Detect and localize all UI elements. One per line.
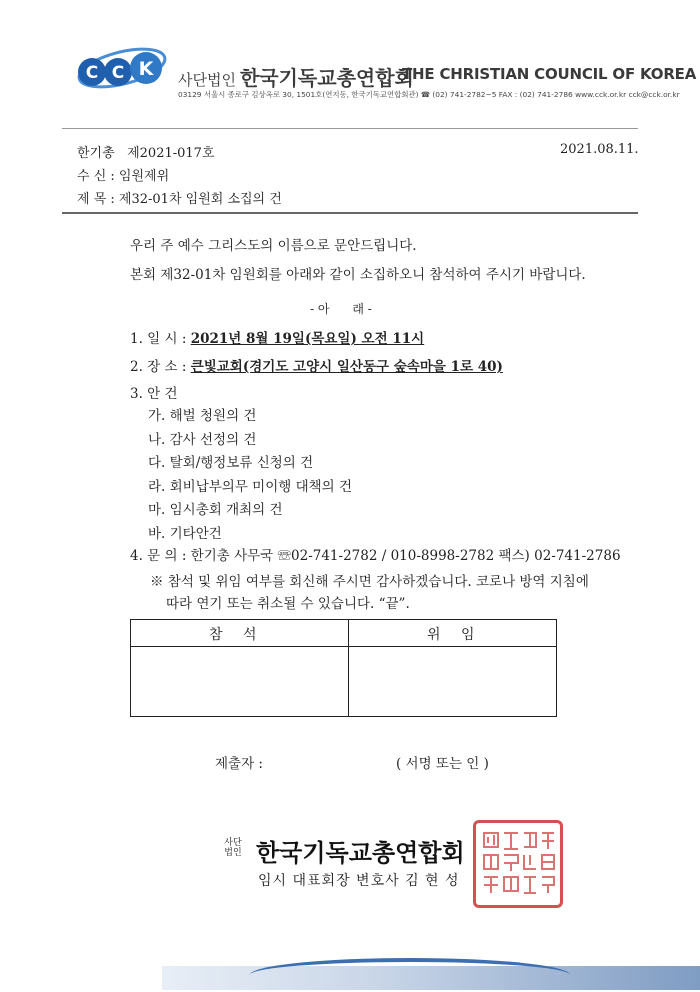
reply-table	[130, 619, 557, 717]
attend-cell[interactable]	[132, 648, 347, 716]
signature-prefix: 사단 법인	[224, 838, 242, 858]
delegate-cell[interactable]	[350, 648, 556, 716]
recipient	[77, 165, 169, 184]
table-divider-horizontal	[131, 646, 556, 647]
doc-number-value: 제2021-017호	[127, 146, 215, 161]
subject-label: 제 목 :	[77, 192, 115, 207]
list-item: 라. 회비납부의무 미이행 대책의 건	[148, 478, 353, 495]
svg-text:K: K	[138, 58, 154, 80]
list-item: 다. 탈회/행정보류 신청의 건	[148, 455, 314, 471]
subject	[77, 188, 282, 207]
agenda-list	[148, 404, 352, 545]
cck-logo-icon	[70, 38, 170, 96]
signer-name: 임시 대표회장 변호사 김 현 성	[258, 873, 460, 889]
footer-swoosh	[250, 958, 570, 992]
table-divider-vertical	[348, 620, 349, 716]
signature-org-name: 한국기독교총연합회	[256, 839, 465, 867]
org-prefix: 사단법인	[178, 71, 236, 89]
note-line-1: ※ 참석 및 위임 여부를 회신해 주시면 감사하겠습니다. 코로나 방역 지침에	[150, 574, 589, 590]
notice-heading: - 아 래 -	[310, 302, 372, 316]
item-place-value: 큰빛교회(경기도 고양시 일산동구 숲속마을 1로 40)	[190, 359, 503, 375]
doc-number	[77, 142, 215, 161]
table-header-delegate: 위 임	[427, 627, 483, 643]
note-line-2: 따라 연기 또는 취소될 수 있습니다. “끝”.	[166, 596, 410, 612]
list-item: 나. 감사 선정의 건	[148, 431, 257, 448]
item-date	[130, 327, 424, 347]
intro-text: 본회 제32-01차 임원회를 아래와 같이 소집하오니 참석하여 주시기 바랍니다.	[130, 267, 586, 283]
list-item: 가. 해벌 청원의 건	[148, 408, 257, 424]
item-agenda-heading: 3. 안 건	[130, 386, 178, 402]
item-date-value: 2021년 8월 19일(목요일) 오전 11시	[190, 331, 425, 347]
org-name-en: THE CHRISTIAN COUNCIL OF KOREA	[402, 65, 697, 83]
item-date-label: 1. 일 시 :	[130, 331, 187, 347]
item-place	[130, 355, 503, 375]
doc-number-label: 한기총	[77, 146, 115, 161]
header-rule	[62, 128, 638, 129]
item-place-label: 2. 장 소 :	[130, 359, 187, 375]
org-name-ko	[178, 62, 414, 91]
seal-icon	[476, 825, 560, 901]
item-contact	[130, 544, 621, 564]
item-contact-label: 4. 문 의 :	[130, 548, 187, 564]
subject-value: 제32-01차 임원회 소집의 건	[118, 192, 282, 207]
cck-logo	[70, 38, 170, 96]
svg-text:C: C	[85, 63, 99, 83]
list-item: 마. 임시총회 개최의 건	[148, 502, 283, 518]
table-header-attend: 참 석	[209, 627, 265, 643]
recipient-label: 수 신 :	[77, 169, 115, 184]
doc-date: 2021.08.11.	[560, 142, 639, 157]
sign-hint: ( 서명 또는 인 )	[396, 756, 489, 772]
contact-info: 03129 서울시 종로구 김상옥로 30, 1501호(연지동, 한국기독교연합회관) ☎ (02) 741-2782~5 FAX : (02) 741-2786 www.cck.or.kr cck@cck.or.kr	[178, 90, 680, 99]
svg-text:C: C	[111, 63, 125, 83]
org-name-ko-text: 한국기독교총연합회	[239, 66, 414, 90]
item-contact-value: 한기총 사무국 ☏02-741-2782 / 010-8998-2782 팩스) 02-741-2786	[190, 548, 621, 564]
list-item: 바. 기타안건	[148, 525, 222, 542]
recipient-value: 임원제위	[118, 169, 170, 184]
submitter-label: 제출자 :	[215, 756, 263, 772]
greeting: 우리 주 예수 그리스도의 이름으로 문안드립니다.	[130, 238, 417, 254]
subject-rule	[62, 212, 638, 214]
official-seal	[473, 820, 563, 908]
